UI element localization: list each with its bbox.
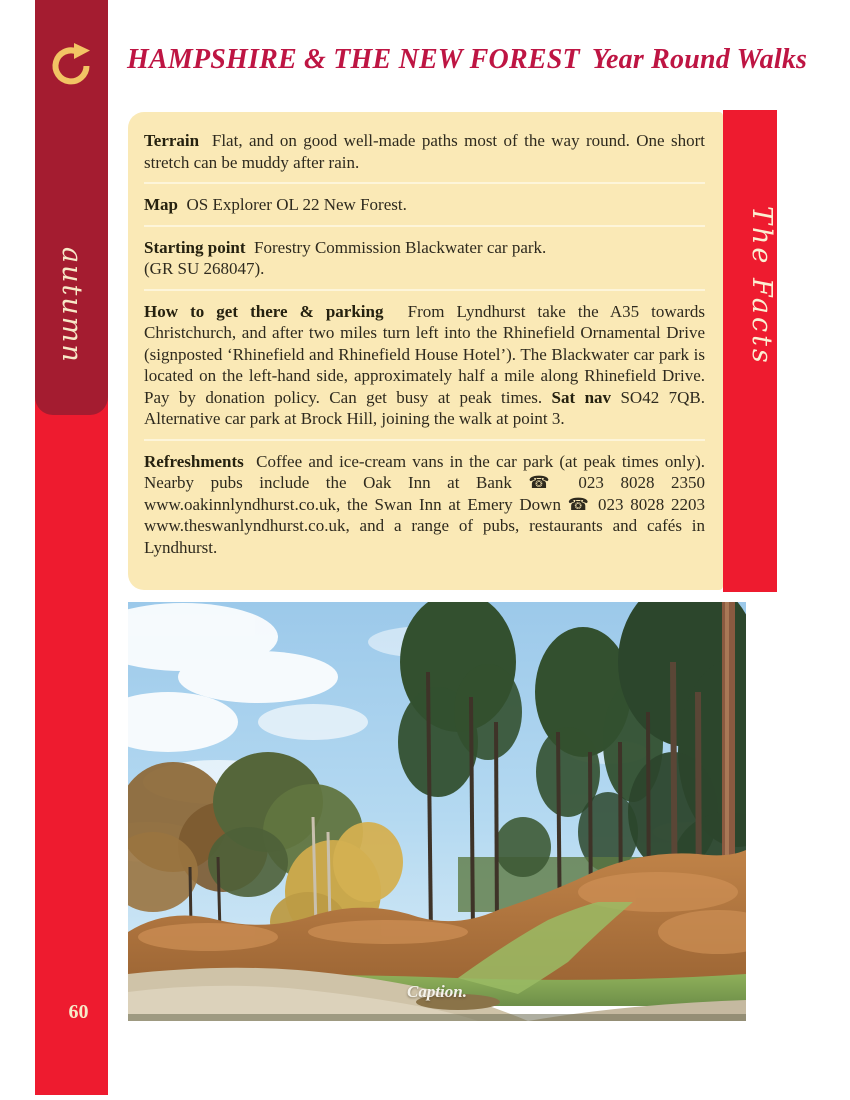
facts-tab-label: The Facts (746, 206, 777, 366)
facts-side-tab (723, 110, 777, 592)
page-title-main: HAMPSHIRE & THE NEW FOREST (127, 44, 580, 75)
spine-bar-bottom (35, 395, 108, 1095)
facts-section: Map OS Explorer OL 22 New Forest. (144, 182, 705, 225)
facts-section: Refreshments Coffee and ice-cream vans in the car park (at peak times only). Nearby pubs include the Oak Inn at Bank ☎ 023 8028 2350 www.oakinnlyndhurst.co.uk, the Swan Inn at Emery Down ☎ 023 8028 2203 www.theswanlyndhurst.co.uk, and a range of pubs, restaurants and cafés in Lyndhurst. (144, 439, 705, 568)
season-spine-tab (35, 0, 108, 415)
photo-caption: Caption. (407, 982, 467, 1001)
facts-section: Terrain Flat, and on good well-made paths most of the way round. One short stretch can be muddy after rain. (144, 131, 705, 172)
page-title (127, 44, 808, 76)
forest-photograph (128, 602, 746, 1021)
facts-section: How to get there & parking From Lyndhurst take the A35 towards Christchurch, and after two miles turn left into the Rhinefield Ornamental Drive (signposted ‘Rhinefield and Rhinefield House Hotel’). The Blackwater car park is located on the left-hand side, approximately half a mile along Rhinefield Drive. Pay by donation policy. Can get busy at peak times. Sat nav SO42 7QB. Alternative car park at Brock Hill, joining the walk at point 3. (144, 289, 705, 439)
page-title-sub: Year Round Walks (591, 44, 808, 75)
facts-section: Starting point Forestry Commission Blackwater car park. (GR SU 268047). (144, 225, 705, 289)
rotate-arrow-icon (48, 33, 96, 89)
season-tab-label: autumn (56, 246, 87, 364)
page-number: 60 (68, 1001, 89, 1023)
facts-panel (128, 112, 723, 590)
